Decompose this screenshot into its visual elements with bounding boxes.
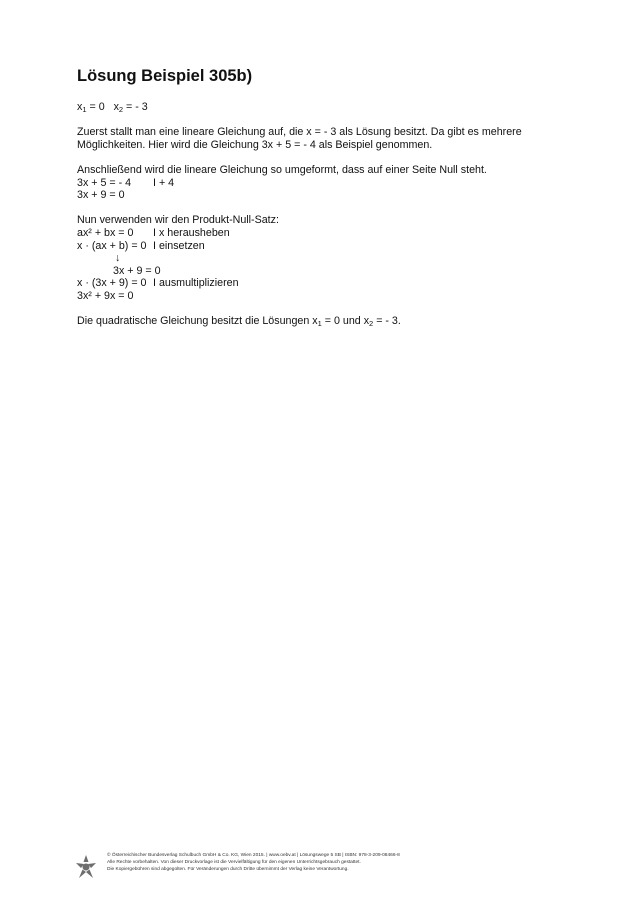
equation-operation: I ausmultiplizieren xyxy=(153,277,239,290)
equation-row: 3x + 9 = 0 xyxy=(77,189,125,202)
equation-left: ax² + bx = 0 xyxy=(77,226,134,239)
equation-left: x · (ax + b) = 0 xyxy=(77,239,147,252)
paragraph-3-line-1: Nun verwenden wir den Produkt-Null-Satz: xyxy=(77,214,279,227)
equation-operation: I x herausheben xyxy=(153,226,230,239)
page-title: Lösung Beispiel 305b) xyxy=(77,67,253,85)
conclusion-text: = 0 und x xyxy=(321,315,370,328)
footer-line-2: Alle Rechte vorbehalten. Von dieser Druckvorlage ist die Vervielfältigung für den eigenen Unterrichtsgebrauch gestattet. xyxy=(107,860,361,866)
equation-row xyxy=(77,277,567,290)
equation-row: 3x² + 9x = 0 xyxy=(77,289,134,302)
conclusion-subscript-1: 1 xyxy=(317,319,322,329)
conclusion-subscript-2: 2 xyxy=(369,319,374,329)
equation-row xyxy=(77,227,567,240)
footer-text xyxy=(107,852,400,873)
conclusion-text: Die quadratische Gleichung besitzt die Lösungen x xyxy=(77,315,318,328)
x2-subscript: 2 xyxy=(118,105,124,114)
x2-label: x xyxy=(113,101,119,113)
equation-operation: I einsetzen xyxy=(153,239,205,252)
conclusion xyxy=(77,315,567,328)
x1-value: = 0 xyxy=(86,101,114,113)
solutions-summary xyxy=(77,101,567,114)
equation-left: x · (3x + 9) = 0 xyxy=(77,277,147,290)
x1-label: x xyxy=(77,101,83,113)
footer-line-3: Die Kopiergebühren sind abgegolten. Für Veränderungen durch Dritte übernimmt der Verlag keine Verantwortung. xyxy=(107,867,349,873)
publisher-logo-icon xyxy=(75,854,97,880)
x2-value: = - 3 xyxy=(123,101,148,113)
x1-subscript: 1 xyxy=(82,105,87,114)
conclusion-text: = - 3. xyxy=(373,315,401,328)
paragraph-1-line-1: Zuerst stallt man eine lineare Gleichung auf, die x = - 3 als Lösung besitzt. Da gibt es mehrere xyxy=(77,126,522,139)
equation-row xyxy=(77,240,567,253)
paragraph-1-line-2: Möglichkeiten. Hier wird die Gleichung 3x + 5 = - 4 als Beispiel genommen. xyxy=(77,138,433,151)
solution-page xyxy=(77,66,567,328)
down-arrow: ↓ xyxy=(115,252,121,265)
equation-row: 3x + 9 = 0 xyxy=(113,264,161,277)
equation-left: 3x + 5 = - 4 xyxy=(77,176,132,189)
footer-line-1: © Österreichischer Bundesverlag Schulbuch GmbH & Co. KG, Wien 2015. | www.oebv.at | Lösungswege 5 SB | ISBN: 978-3-209-08466-8 xyxy=(107,853,400,858)
equation-row xyxy=(77,177,567,190)
equation-operation: I + 4 xyxy=(153,176,175,189)
paragraph-2-line-1: Anschließend wird die lineare Gleichung so umgeformt, dass auf einer Seite Null steht. xyxy=(77,163,487,176)
